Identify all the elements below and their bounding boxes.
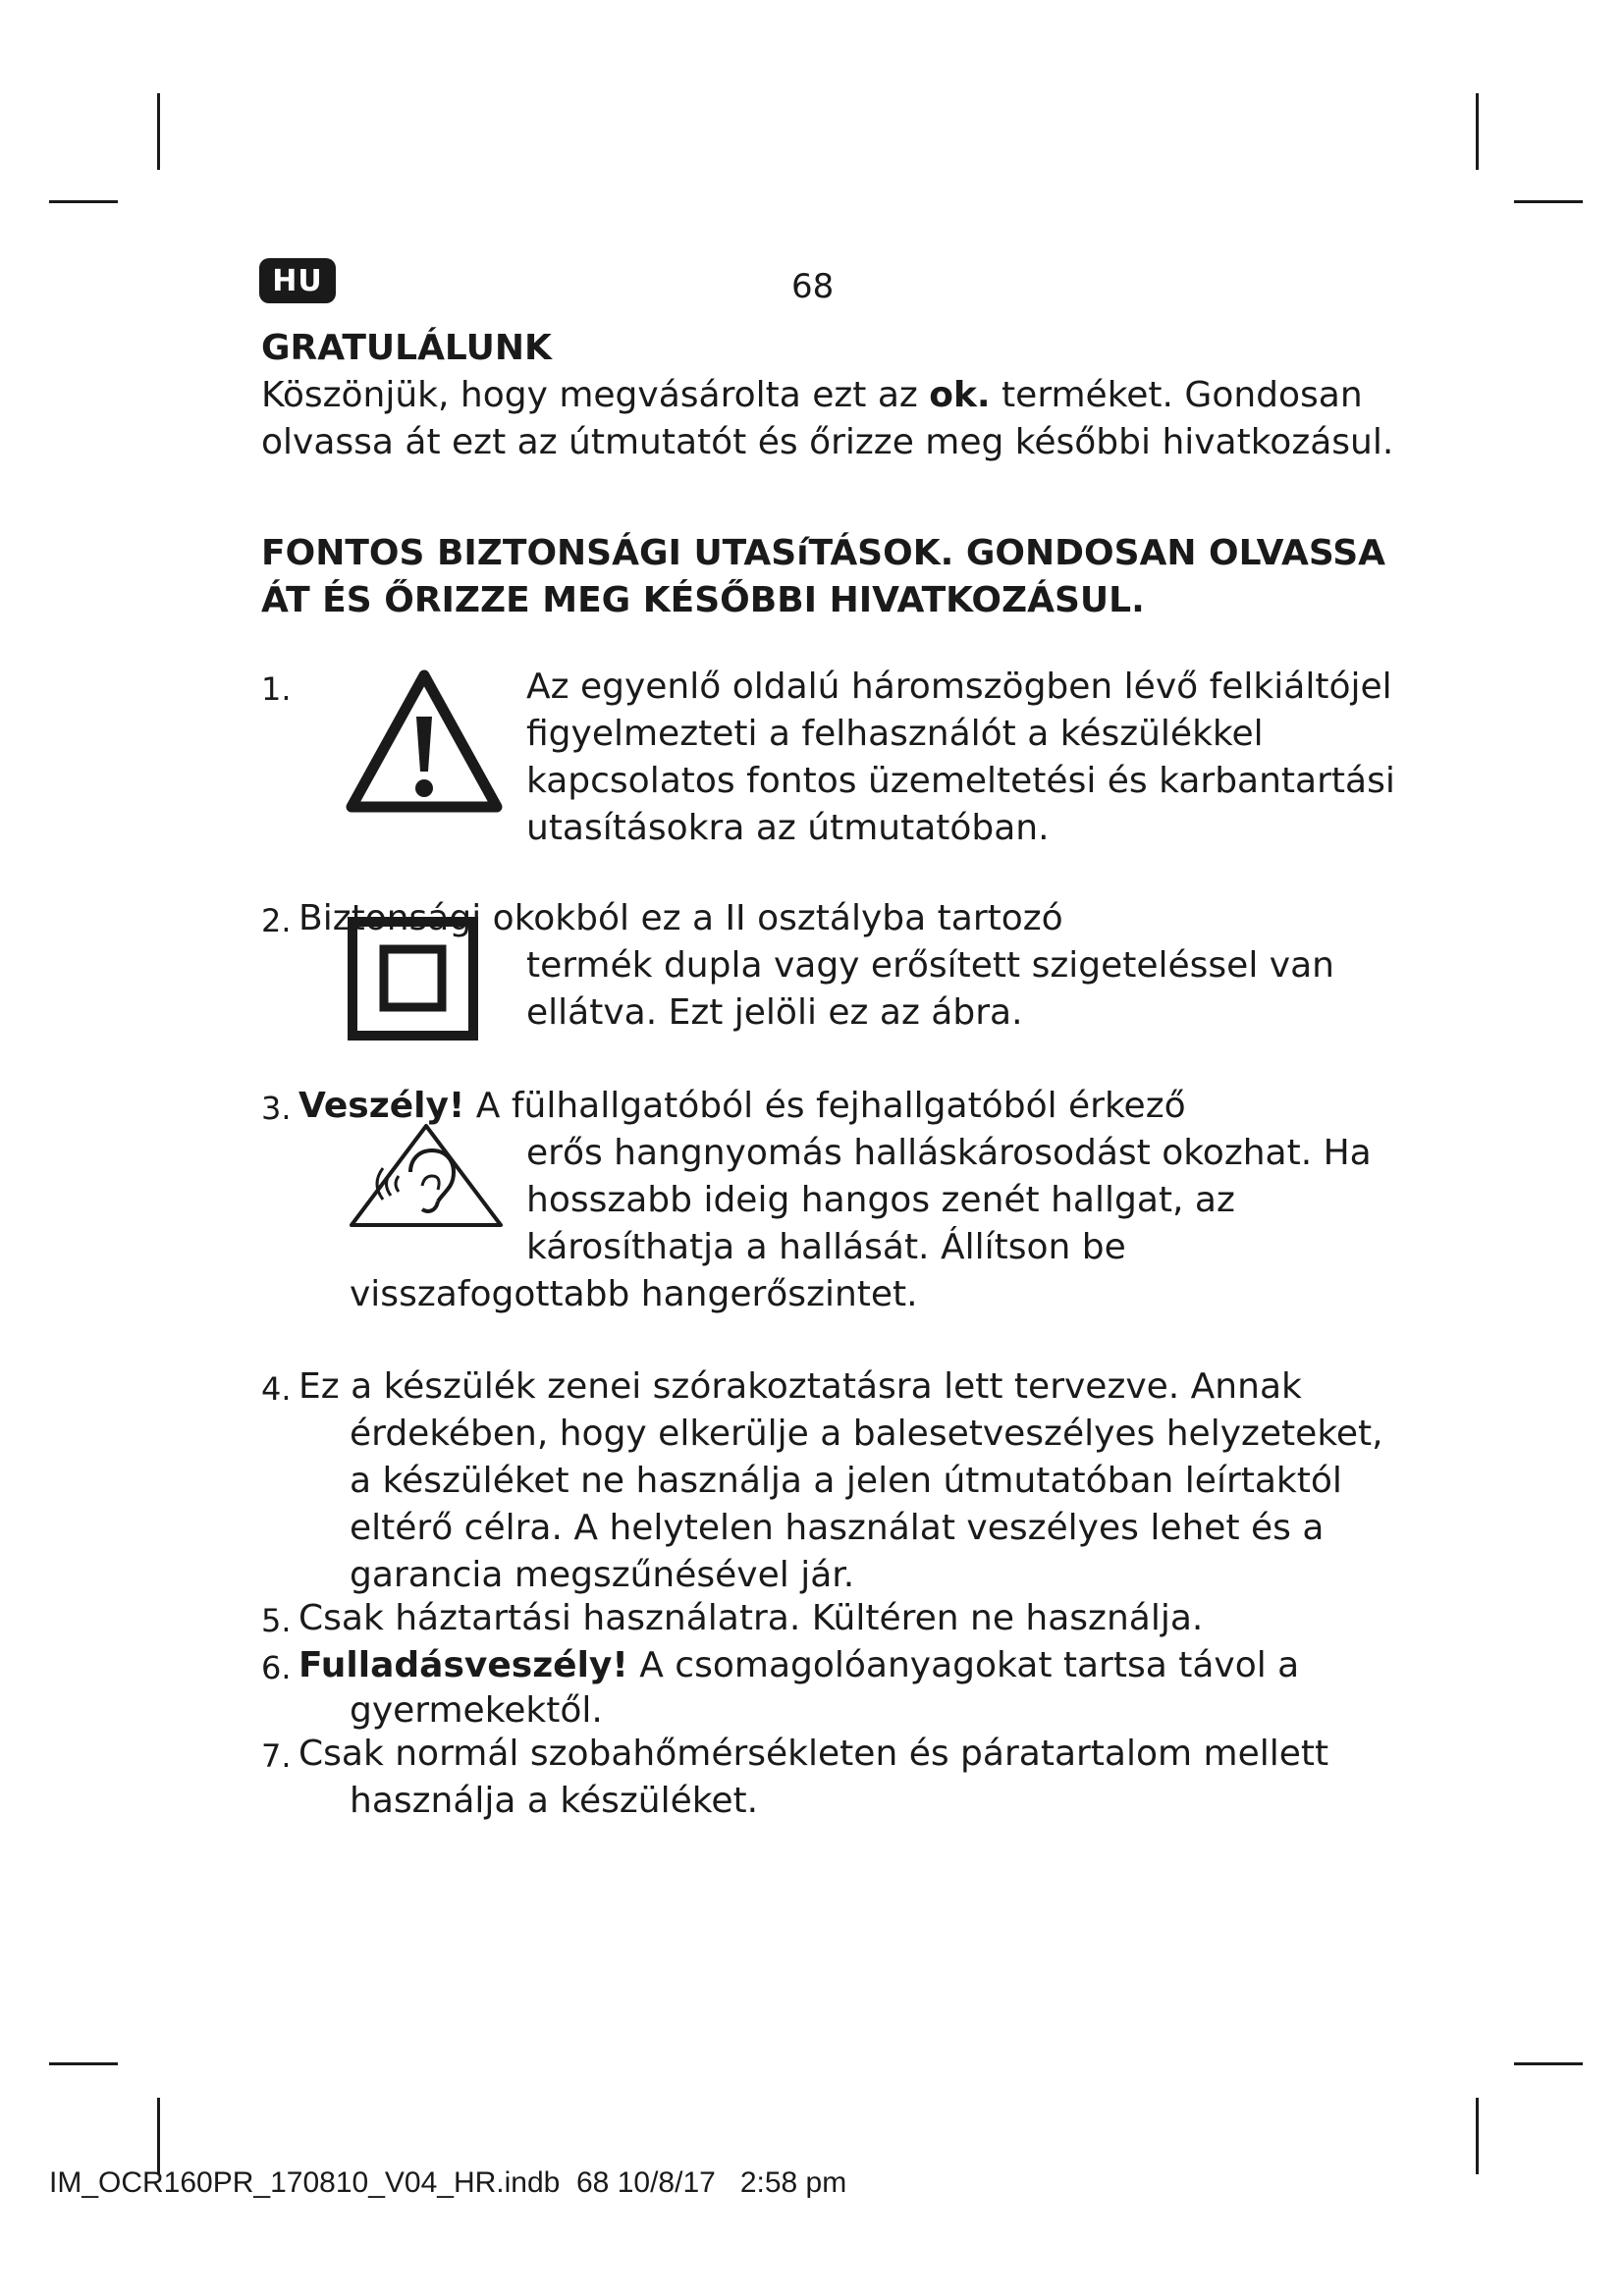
language-badge: HU xyxy=(259,258,336,303)
item-4-line: eltérő célra. A helytelen használat veszélyes lehet és a xyxy=(350,1508,1325,1548)
item-number: 5. xyxy=(261,1602,292,1639)
crop-mark xyxy=(1514,2062,1583,2065)
item-1-line: figyelmezteti a felhasználót a készülékkel xyxy=(526,714,1264,754)
slug-page: 68 xyxy=(576,2166,610,2199)
item-2-line: Biztonsági okokból ez a II osztályba tartozó xyxy=(298,898,1063,938)
double-insulation-icon xyxy=(348,917,478,1041)
crop-mark xyxy=(1476,93,1479,170)
item-2-line: termék dupla vagy erősített szigeteléssel van xyxy=(526,945,1334,986)
item-1-line: Az egyenlő oldalú háromszögben lévő felkiáltójel xyxy=(526,667,1392,707)
warning-triangle-icon xyxy=(346,669,503,813)
item-3-line: erős hangnyomás halláskárosodást okozhat. Ha xyxy=(526,1133,1372,1173)
intro-line-1: Köszönjük, hogy megvásárolta ezt az ok. terméket. Gondosan xyxy=(261,375,1363,415)
item-4-line: garancia megszűnésével jár. xyxy=(350,1555,855,1595)
suffocation-label: Fulladásveszély! xyxy=(298,1645,628,1685)
crop-mark xyxy=(1476,2098,1479,2174)
item-6-line: gyermekektől. xyxy=(350,1690,603,1731)
safety-heading-line-2: ÁT ÉS ŐRIZZE MEG KÉSŐBBI HIVATKOZÁSUL. xyxy=(261,580,1145,620)
item-4-line: Ez a készülék zenei szórakoztatásra lett tervezve. Annak xyxy=(298,1366,1302,1407)
item-number: 7. xyxy=(261,1737,292,1775)
print-slug xyxy=(49,2166,846,2200)
item-6-line: Fulladásveszély! A csomagolóanyagokat tartsa távol a xyxy=(298,1645,1300,1685)
intro-line-2: olvassa át ezt az útmutatót és őrizze meg későbbi hivatkozásul. xyxy=(261,422,1394,462)
item-number: 3. xyxy=(261,1090,292,1127)
page-number: 68 xyxy=(791,267,835,306)
item-number: 4. xyxy=(261,1370,292,1408)
item-3-line: hosszabb ideig hangos zenét hallgat, az xyxy=(526,1180,1235,1220)
safety-heading-line-1: FONTOS BIZTONSÁGI UTASíTÁSOK. GONDOSAN OLVASSA xyxy=(261,533,1386,573)
item-number: 1. xyxy=(261,670,292,708)
crop-mark xyxy=(157,2098,160,2174)
danger-label: Veszély! xyxy=(298,1086,465,1126)
crop-mark xyxy=(49,2062,118,2065)
intro-title: GRATULÁLUNK xyxy=(261,328,552,368)
item-7-line: használja a készüléket. xyxy=(350,1781,759,1821)
brand-name: ok. xyxy=(929,375,991,415)
item-number: 6. xyxy=(261,1649,292,1686)
item-2-line: ellátva. Ezt jelöli ez az ábra. xyxy=(526,992,1023,1033)
slug-time: 2:58 pm xyxy=(739,2166,847,2199)
item-3-line: Veszély! A fülhallgatóból és fejhallgatóból érkező xyxy=(298,1086,1186,1126)
item-1-line: utasításokra az útmutatóban. xyxy=(526,808,1050,848)
hearing-warning-icon xyxy=(346,1121,507,1231)
slug-file: IM_OCR160PR_170810_V04_HR.indb xyxy=(49,2166,561,2199)
item-7-line: Csak normál szobahőmérsékleten és páratartalom mellett xyxy=(298,1734,1329,1774)
item-3-line: károsíthatja a hallását. Állítson be xyxy=(526,1227,1126,1267)
crop-mark xyxy=(49,200,118,203)
item-5-line: Csak háztartási használatra. Kültéren ne használja. xyxy=(298,1598,1204,1638)
item-4-line: érdekében, hogy elkerülje a balesetveszélyes helyzeteket, xyxy=(350,1414,1383,1454)
item-3-line: visszafogottabb hangerőszintet. xyxy=(350,1274,918,1314)
item-1-line: kapcsolatos fontos üzemeltetési és karbantartási xyxy=(526,761,1395,801)
slug-date: 10/8/17 xyxy=(617,2166,716,2199)
crop-mark xyxy=(157,93,160,170)
crop-mark xyxy=(1514,200,1583,203)
item-4-line: a készüléket ne használja a jelen útmutatóban leírtaktól xyxy=(350,1461,1342,1501)
item-number: 2. xyxy=(261,902,292,939)
